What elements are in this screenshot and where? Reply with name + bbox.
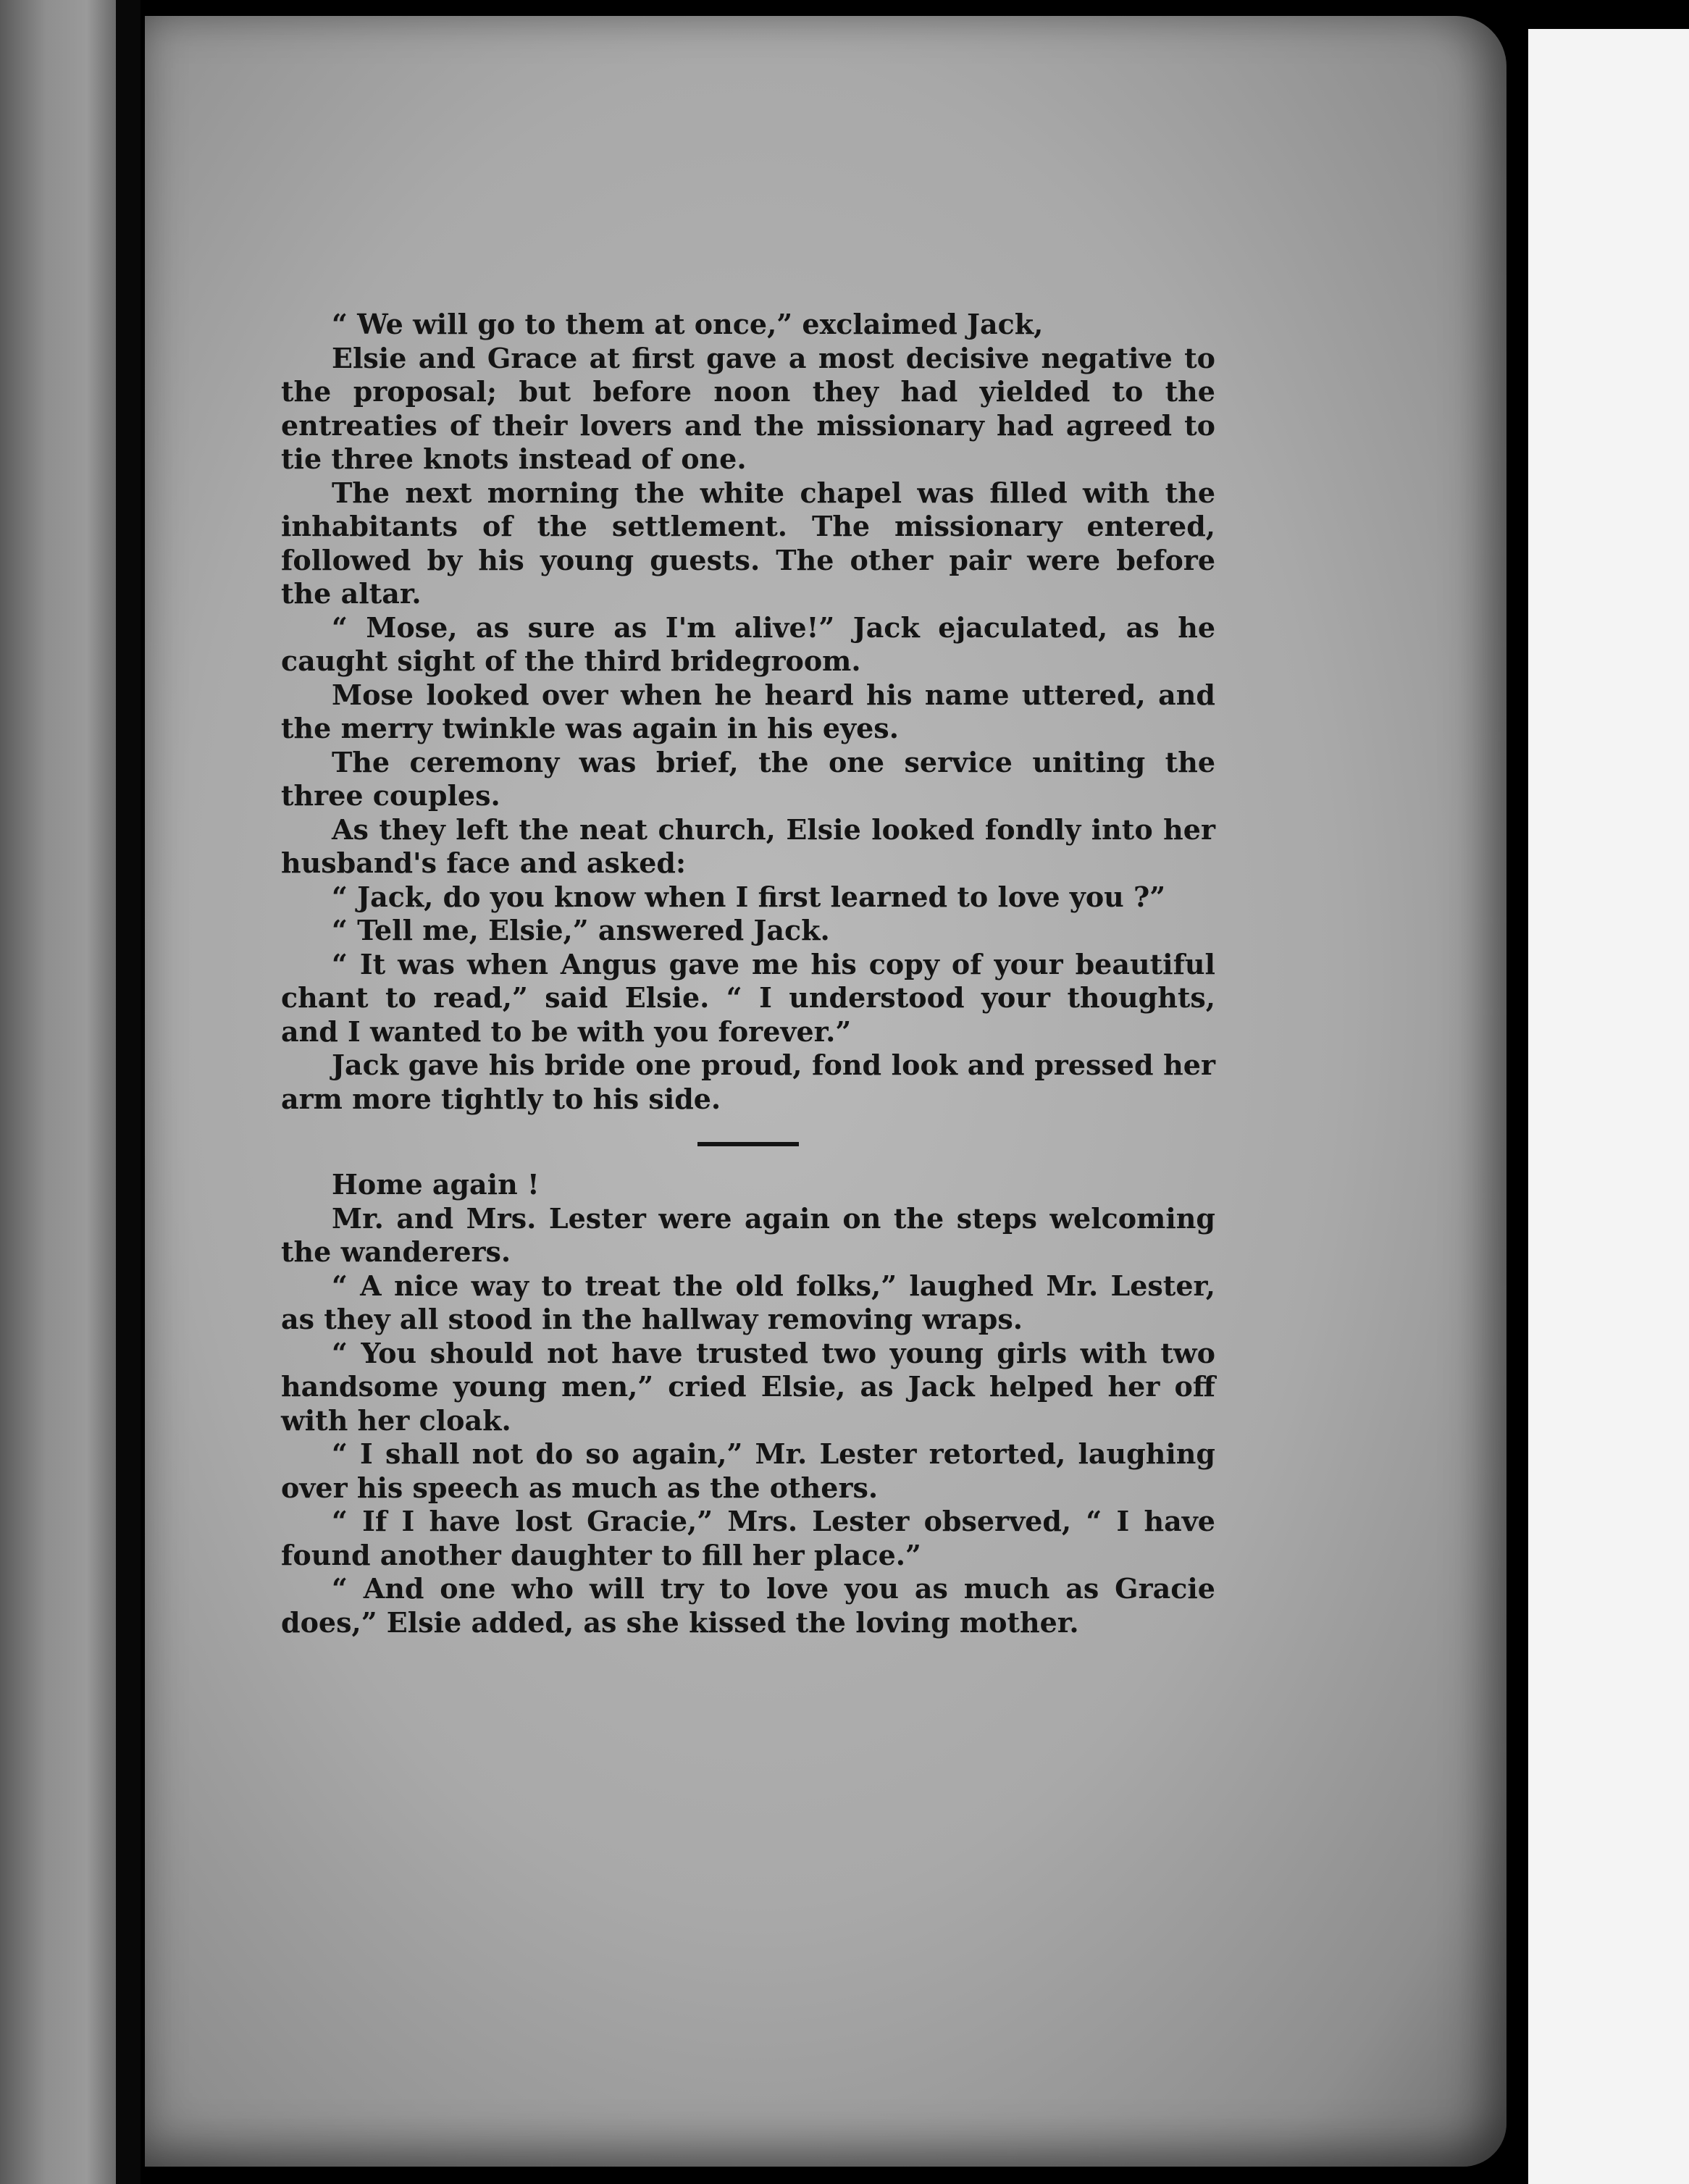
- paragraph: “ Tell me, Elsie,” answered Jack.: [332, 914, 830, 946]
- adjacent-page-edge: [0, 0, 116, 2184]
- page-text: [281, 308, 1215, 1639]
- paragraph: “ We will go to them at once,” exclaimed Jack,: [332, 308, 1044, 340]
- paragraph: Jack gave his bride one proud, fond look and pressed her arm more tightly to his side.: [281, 1049, 1215, 1115]
- scan-border-top-right: [1528, 0, 1689, 29]
- paragraph: The next morning the white chapel was filled with the inhabitants of the settlement. The missionary entered, followed by his young guests. The other pair were before the altar.: [281, 476, 1215, 610]
- scan-background-strip: [1528, 29, 1689, 2184]
- paragraph: Mose looked over when he heard his name uttered, and the merry twinkle was again in his eyes.: [281, 678, 1215, 744]
- paragraph: Home again !: [332, 1168, 540, 1201]
- paragraph: “ It was when Angus gave me his copy of your beautiful chant to read,” said Elsie. “ I understood your thoughts, and I wanted to be with you forever.”: [281, 947, 1215, 1048]
- paragraph: “ I shall not do so again,” Mr. Lester retorted, laughing over his speech as much as the others.: [281, 1437, 1215, 1504]
- paragraph: The ceremony was brief, the one service uniting the three couples.: [281, 745, 1215, 812]
- paragraph: “ If I have lost Gracie,” Mrs. Lester observed, “ I have found another daughter to fill her place.”: [281, 1505, 1215, 1571]
- paragraph: “ Jack, do you know when I first learned to love you ?”: [332, 880, 1166, 913]
- paragraph: “ And one who will try to love you as much as Gracie does,” Elsie added, as she kissed the loving mother.: [281, 1572, 1215, 1639]
- paragraph: “ You should not have trusted two young girls with two handsome young men,” cried Elsie, as Jack helped her off with her cloak.: [281, 1336, 1215, 1437]
- paragraph: “ A nice way to treat the old folks,” laughed Mr. Lester, as they all stood in the hallway removing wraps.: [281, 1269, 1215, 1335]
- paragraph: Elsie and Grace at first gave a most decisive negative to the proposal; but before noon they had yielded to the entreaties of their lovers and the missionary had agreed to tie three knots instead of one.: [281, 341, 1215, 475]
- page-gutter: [116, 0, 141, 2184]
- paragraph: Mr. and Mrs. Lester were again on the steps welcoming the wanderers.: [281, 1201, 1215, 1268]
- paragraph: “ Mose, as sure as I'm alive!” Jack ejaculated, as he caught sight of the third bridegroom.: [281, 610, 1215, 677]
- section-divider: [697, 1142, 799, 1146]
- paragraph: As they left the neat church, Elsie looked fondly into her husband's face and asked:: [281, 812, 1215, 879]
